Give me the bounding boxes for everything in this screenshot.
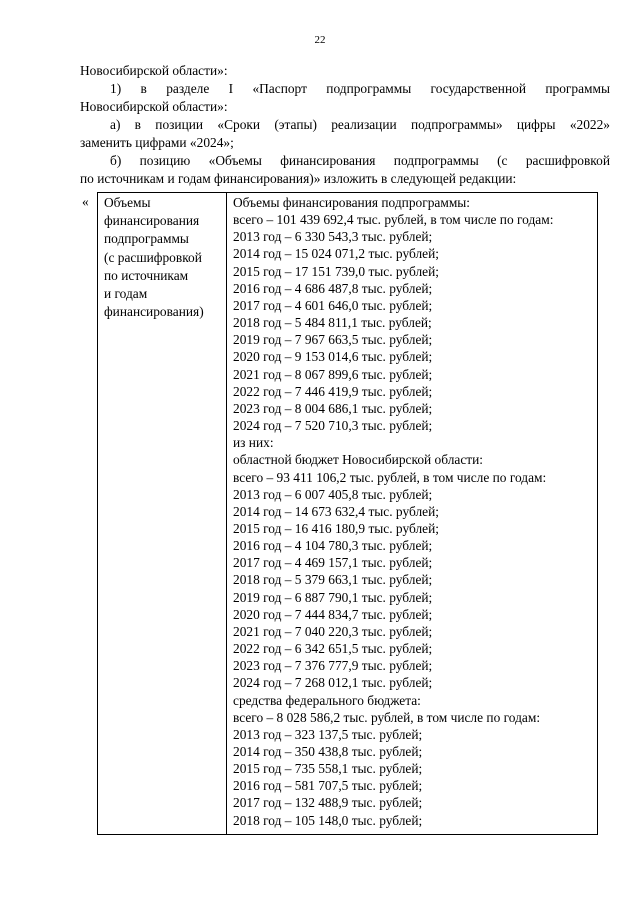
position-name-line: Объемы	[104, 195, 151, 210]
funding-line: 2016 год – 4 104 780,3 тыс. рублей;	[233, 538, 433, 554]
funding-line: 2013 год – 6 007 405,8 тыс. рублей;	[233, 486, 433, 502]
funding-line: 2019 год – 6 887 790,1 тыс. рублей;	[233, 589, 433, 605]
funding-line: 2020 год – 9 153 014,6 тыс. рублей;	[233, 349, 433, 365]
intro-line-1: Новосибирской области»:	[80, 63, 228, 78]
funding-volumes-cell	[227, 193, 598, 835]
position-name-line: финансирования)	[104, 304, 204, 320]
funding-line: 2017 год – 132 488,9 тыс. рублей;	[233, 795, 423, 811]
funding-line: всего – 8 028 586,2 тыс. рублей, в том числе по годам:	[233, 709, 541, 725]
funding-line: 2014 год – 14 673 632,4 тыс. рублей;	[233, 503, 439, 519]
funding-line: 2023 год – 8 004 686,1 тыс. рублей;	[233, 400, 433, 416]
item-a-line-2: заменить цифрами «2024»;	[80, 135, 234, 150]
funding-line: 2015 год – 735 558,1 тыс. рублей;	[233, 761, 423, 777]
funding-line: всего – 93 411 106,2 тыс. рублей, в том числе по годам:	[233, 469, 547, 485]
position-name-lines	[104, 194, 222, 321]
table-row	[98, 193, 598, 835]
funding-line: 2018 год – 5 484 811,1 тыс. рублей;	[233, 315, 432, 331]
page-number: 22	[314, 34, 326, 46]
position-name-line: и годам	[104, 286, 148, 302]
funding-volumes-lines	[233, 194, 593, 829]
funding-line: 2018 год – 5 379 663,1 тыс. рублей;	[233, 572, 433, 588]
funding-line: Объемы финансирования подпрограммы:	[233, 195, 471, 210]
funding-line: 2024 год – 7 520 710,3 тыс. рублей;	[233, 418, 433, 434]
funding-line: 2020 год – 7 444 834,7 тыс. рублей;	[233, 606, 433, 622]
funding-line: 2013 год – 6 330 543,3 тыс. рублей;	[233, 229, 433, 245]
funding-passport-table	[97, 192, 598, 835]
opening-quote-mark: «	[82, 194, 89, 209]
funding-line: 2016 год – 581 707,5 тыс. рублей;	[233, 778, 423, 794]
funding-line: всего – 101 439 692,4 тыс. рублей, в том числе по годам:	[233, 212, 554, 228]
funding-line: 2017 год – 4 469 157,1 тыс. рублей;	[233, 555, 433, 571]
item-1-line-2: Новосибирской области»:	[80, 99, 228, 114]
funding-line: 2019 год – 7 967 663,5 тыс. рублей;	[233, 332, 433, 348]
funding-line: 2015 год – 17 151 739,0 тыс. рублей;	[233, 263, 439, 279]
funding-line: 2013 год – 323 137,5 тыс. рублей;	[233, 726, 423, 742]
funding-line: 2021 год – 8 067 899,6 тыс. рублей;	[233, 366, 433, 382]
funding-line: 2017 год – 4 601 646,0 тыс. рублей;	[233, 297, 433, 313]
funding-line: 2024 год – 7 268 012,1 тыс. рублей;	[233, 675, 433, 691]
funding-line: 2022 год – 6 342 651,5 тыс. рублей;	[233, 641, 433, 657]
item-b-line-2: по источникам и годам финансирования)» изложить в следующей редакции:	[80, 171, 517, 186]
position-name-line: финансирования	[104, 213, 200, 229]
funding-line: 2022 год – 7 446 419,9 тыс. рублей;	[233, 383, 433, 399]
funding-line: 2014 год – 350 438,8 тыс. рублей;	[233, 744, 423, 759]
funding-line: 2015 год – 16 416 180,9 тыс. рублей;	[233, 520, 439, 536]
funding-line: из них:	[233, 435, 274, 451]
position-name-line: подпрограммы	[104, 231, 189, 247]
funding-line: 2021 год – 7 040 220,3 тыс. рублей;	[233, 623, 433, 639]
item-a-line-1: а) в позиции «Сроки (этапы) реализации подпрограммы» цифры «2022»	[110, 117, 610, 132]
item-1-line-1: 1) в разделе I «Паспорт подпрограммы государственной программы	[110, 81, 610, 96]
funding-line: средства федерального бюджета:	[233, 692, 421, 708]
funding-line: 2018 год – 105 148,0 тыс. рублей;	[233, 812, 423, 828]
item-b-line-1: б) позицию «Объемы финансирования подпрограммы (с расшифровкой	[110, 153, 610, 168]
funding-line: 2014 год – 15 024 071,2 тыс. рублей;	[233, 246, 439, 262]
funding-line: 2016 год – 4 686 487,8 тыс. рублей;	[233, 280, 433, 296]
position-name-cell	[98, 193, 227, 835]
funding-line: 2023 год – 7 376 777,9 тыс. рублей;	[233, 658, 433, 674]
funding-line: областной бюджет Новосибирской области:	[233, 452, 484, 468]
position-name-line: (с расшифровкой	[104, 249, 202, 265]
position-name-line: по источникам	[104, 267, 189, 283]
